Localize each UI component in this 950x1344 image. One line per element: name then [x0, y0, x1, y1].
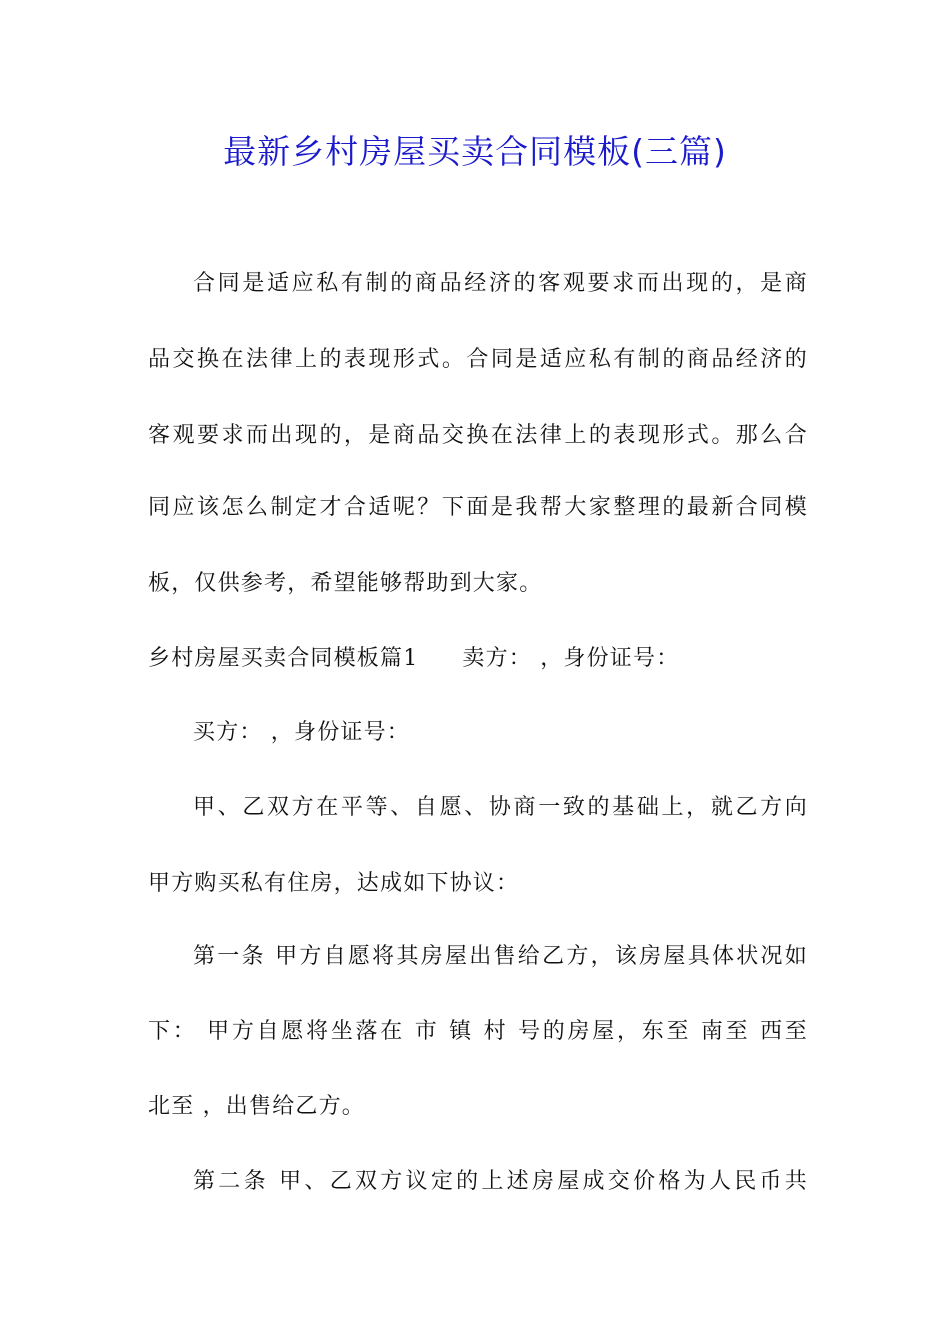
document-title: 最新乡村房屋买卖合同模板(三篇) [223, 132, 727, 171]
para2-line-1: 甲、乙双方在平等、自愿、协商一致的基础上，就乙方向 [193, 795, 808, 820]
article1-line-2: 下： 甲方自愿将坐落在 市 镇 村 号的房屋，东至 南至 西至 [148, 1019, 808, 1044]
para2-line-2: 甲方购买私有住房，达成如下协议： [148, 871, 520, 896]
buyer-line: 买方： ，身份证号： [193, 720, 410, 745]
intro-line-2: 品交换在法律上的表现形式。合同是适应私有制的商品经济的 [148, 347, 808, 372]
intro-line-1: 合同是适应私有制的商品经济的客观要求而出现的，是商 [193, 271, 808, 296]
section-heading: 乡村房屋买卖合同模板篇1 [148, 646, 419, 671]
article2-line-1: 第二条 甲、乙双方议定的上述房屋成交价格为人民币共 [193, 1169, 808, 1194]
seller-line: 卖方： ，身份证号： [462, 646, 680, 671]
article1-line-3: 北至 ，出售给乙方。 [148, 1094, 365, 1119]
intro-line-4: 同应该怎么制定才合适呢？下面是我帮大家整理的最新合同模 [148, 495, 808, 520]
intro-line-3: 客观要求而出现的，是商品交换在法律上的表现形式。那么合 [148, 423, 808, 448]
section-heading-line [148, 644, 808, 674]
intro-line-5: 板，仅供参考，希望能够帮助到大家。 [148, 571, 543, 596]
article1-line-1: 第一条 甲方自愿将其房屋出售给乙方，该房屋具体状况如 [193, 944, 808, 969]
